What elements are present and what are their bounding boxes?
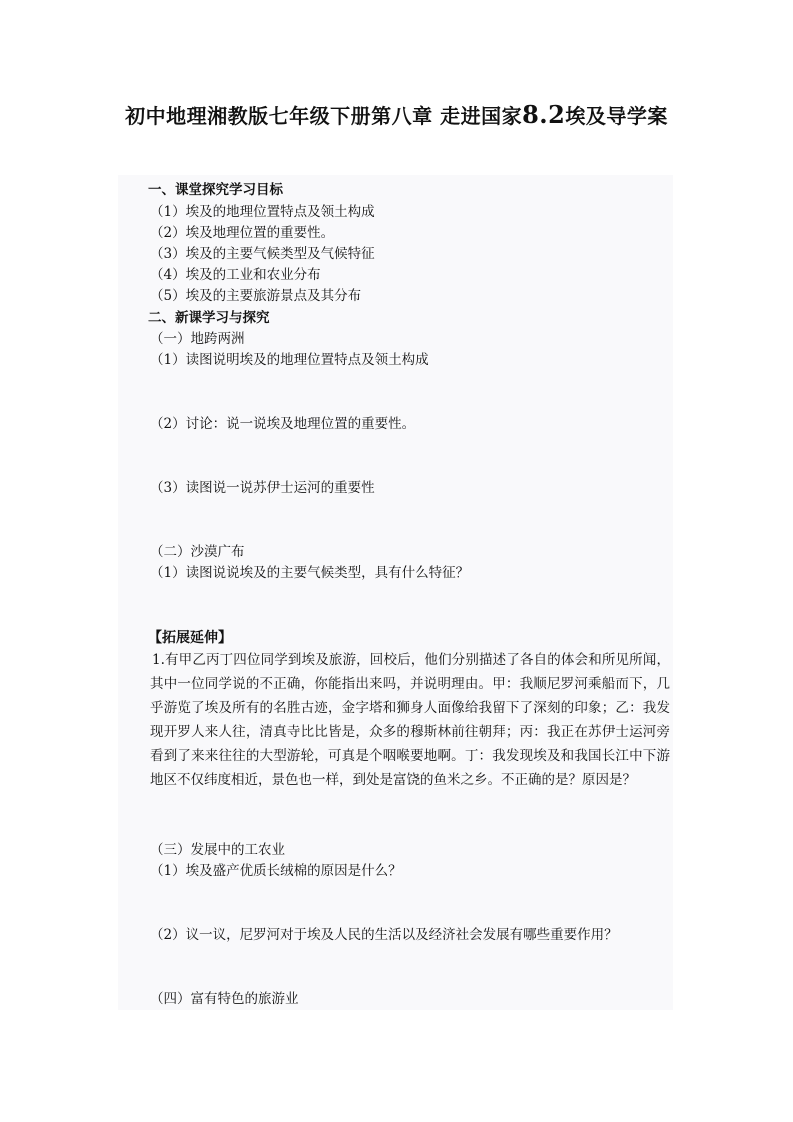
title-section-number: 8.2 [522,100,566,129]
question: （1）读图说明埃及的地理位置特点及领土构成 [150,352,429,368]
question: （1）读图说说埃及的主要气候类型，具有什么特征？ [150,565,470,581]
goal-item: （3）埃及的主要气候类型及气候特征 [150,246,375,262]
goal-item: （2）埃及地理位置的重要性。 [150,225,335,241]
question: （3）读图说一说苏伊士运河的重要性 [150,480,375,496]
title-topic: 埃及导学案 [565,104,668,128]
section-heading-goals: 一、课堂探究学习目标 [148,182,283,198]
section-heading-study: 二、新课学习与探究 [148,310,270,326]
page-title [0,100,793,129]
question: （2）议一议，尼罗河对于埃及人民的生活以及经济社会发展有哪些重要作用？ [150,927,618,943]
question: （1）埃及盛产优质长绒棉的原因是什么？ [150,863,402,879]
goal-item: （1）埃及的地理位置特点及领土构成 [150,204,375,220]
subsection-title: （二）沙漠广布 [150,544,245,560]
goal-item: （5）埃及的主要旅游景点及其分布 [150,288,362,304]
subsection-title: （一）地跨两洲 [150,331,245,347]
extension-paragraph: 1.有甲乙丙丁四位同学到埃及旅游，回校后，他们分别描述了各自的体会和所见所闻，其中一位同学说的不正确，你能指出来吗，并说明理由。甲：我顺尼罗河乘船而下，几乎游览了埃及所有的名胜古迹，金字塔和狮身人面像给我留下了深刻的印象；乙：我发现开罗人来人往，清真寺比比皆是，众多的穆斯林前往朝拜；丙：我正在苏伊士运河旁看到了来来往往的大型游轮，可真是个咽喉要地啊。丁：我发现埃及和我国长江中下游地区不仅纬度相近，景色也一样，到处是富饶的鱼米之乡。不正确的是？原因是？ [150,652,670,788]
question: （2）讨论：说一说埃及地理位置的重要性。 [150,416,416,432]
extension-label: 【拓展延伸】 [148,630,232,646]
goal-item: （4）埃及的工业和农业分布 [150,267,321,283]
subsection-title: （三）发展中的工农业 [150,842,285,858]
subsection-title: （四）富有特色的旅游业 [150,991,299,1007]
title-text: 初中地理湘教版七年级下册第八章 走进国家 [125,104,523,128]
